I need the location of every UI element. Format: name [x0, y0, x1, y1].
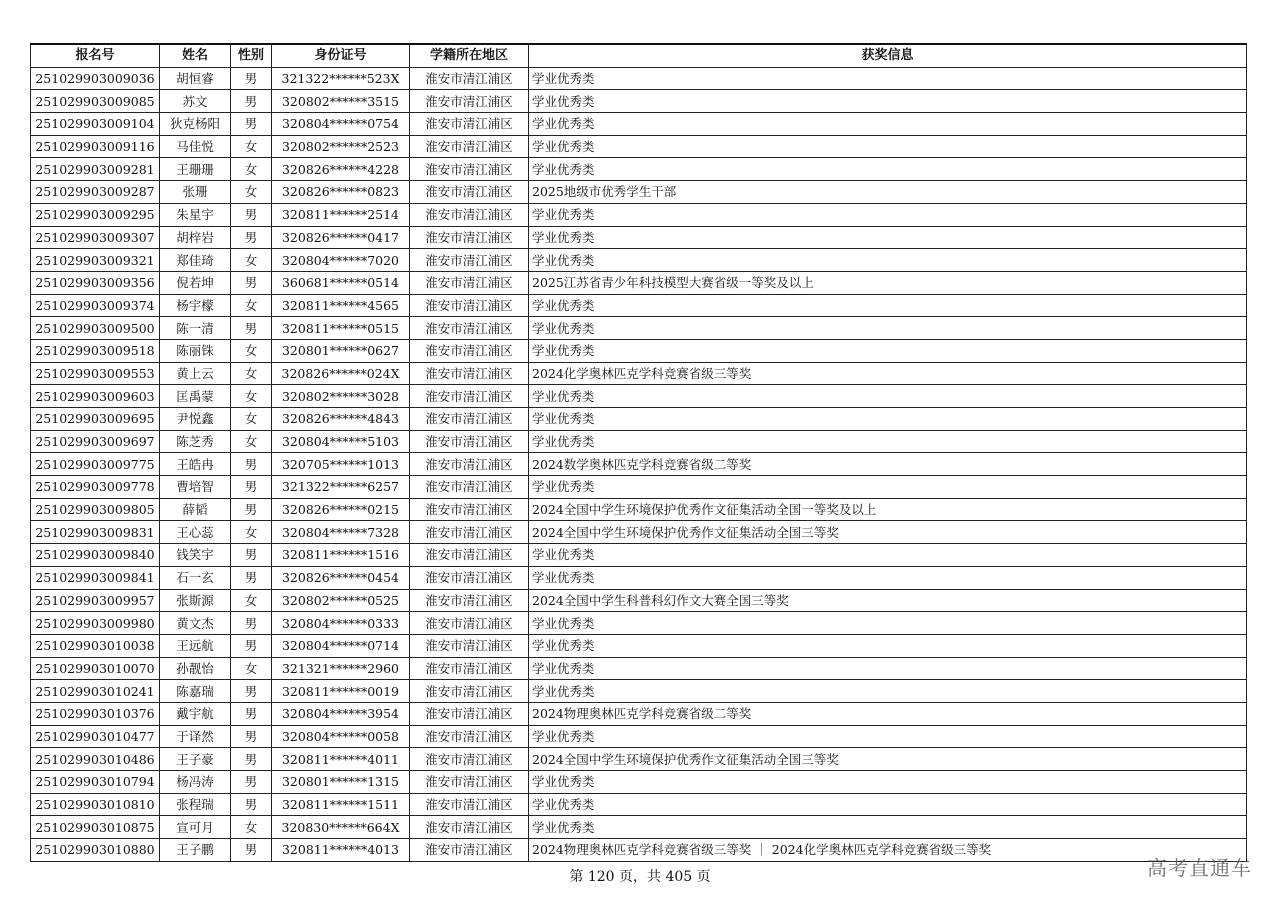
region-cell: 淮安市清江浦区 — [410, 67, 529, 90]
region-cell: 淮安市清江浦区 — [410, 544, 529, 567]
name-cell: 王皓冉 — [160, 453, 231, 476]
award-cell: 2024物理奥林匹克学科竞赛省级二等奖 — [529, 702, 1247, 725]
gender-cell: 女 — [231, 135, 272, 158]
id-number-cell: 320830******664X — [272, 816, 410, 839]
award-cell: 2024全国中学生环境保护优秀作文征集活动全国三等奖 — [529, 748, 1247, 771]
award-cell: 学业优秀类 — [529, 430, 1247, 453]
award-cell: 学业优秀类 — [529, 249, 1247, 272]
award-cell: 学业优秀类 — [529, 408, 1247, 431]
name-cell: 狄克杨阳 — [160, 113, 231, 136]
region-cell: 淮安市清江浦区 — [410, 271, 529, 294]
name-cell: 陈芝秀 — [160, 430, 231, 453]
registration-number-cell: 251029903009085 — [31, 90, 160, 113]
page-number: 第 120 页，共 405 页 — [569, 869, 711, 885]
table-row — [31, 249, 1247, 272]
table-row — [31, 748, 1247, 771]
gender-cell: 男 — [231, 453, 272, 476]
registration-number-cell: 251029903010477 — [31, 725, 160, 748]
region-cell: 淮安市清江浦区 — [410, 680, 529, 703]
award-cell: 学业优秀类 — [529, 544, 1247, 567]
header-registration-number: 报名号 — [31, 44, 160, 67]
name-cell: 郑佳琦 — [160, 249, 231, 272]
table-row — [31, 362, 1247, 385]
gender-cell: 女 — [231, 249, 272, 272]
header-award-info: 获奖信息 — [529, 44, 1247, 67]
id-number-cell: 320804******0058 — [272, 725, 410, 748]
award-cell: 2024物理奥林匹克学科竞赛省级三等奖 ｜ 2024化学奥林匹克学科竞赛省级三等奖 — [529, 839, 1247, 862]
table-row — [31, 589, 1247, 612]
registration-number-cell: 251029903009831 — [31, 521, 160, 544]
name-cell: 黄上云 — [160, 362, 231, 385]
award-cell: 学业优秀类 — [529, 226, 1247, 249]
table-row — [31, 498, 1247, 521]
gender-cell: 女 — [231, 339, 272, 362]
registration-number-cell: 251029903009840 — [31, 544, 160, 567]
id-number-cell: 320826******0454 — [272, 566, 410, 589]
award-cell: 学业优秀类 — [529, 203, 1247, 226]
name-cell: 苏文 — [160, 90, 231, 113]
registration-number-cell: 251029903009518 — [31, 339, 160, 362]
gender-cell: 男 — [231, 839, 272, 862]
header-gender: 性别 — [231, 44, 272, 67]
gender-cell: 女 — [231, 294, 272, 317]
region-cell: 淮安市清江浦区 — [410, 226, 529, 249]
registration-number-cell: 251029903009500 — [31, 317, 160, 340]
gender-cell: 女 — [231, 362, 272, 385]
registration-number-cell: 251029903010376 — [31, 702, 160, 725]
region-cell: 淮安市清江浦区 — [410, 566, 529, 589]
region-cell: 淮安市清江浦区 — [410, 113, 529, 136]
table-row — [31, 226, 1247, 249]
registration-number-cell: 251029903009805 — [31, 498, 160, 521]
table-row — [31, 816, 1247, 839]
gender-cell: 男 — [231, 271, 272, 294]
id-number-cell: 320804******5103 — [272, 430, 410, 453]
registration-number-cell: 251029903009778 — [31, 476, 160, 499]
region-cell: 淮安市清江浦区 — [410, 839, 529, 862]
table-row — [31, 408, 1247, 431]
region-cell: 淮安市清江浦区 — [410, 362, 529, 385]
gender-cell: 女 — [231, 408, 272, 431]
award-cell: 2024化学奥林匹克学科竞赛省级三等奖 — [529, 362, 1247, 385]
table-row — [31, 453, 1247, 476]
id-number-cell: 320826******4228 — [272, 158, 410, 181]
id-number-cell: 320811******4011 — [272, 748, 410, 771]
table-row — [31, 113, 1247, 136]
award-cell: 学业优秀类 — [529, 725, 1247, 748]
name-cell: 陈丽铢 — [160, 339, 231, 362]
id-number-cell: 320705******1013 — [272, 453, 410, 476]
gender-cell: 男 — [231, 702, 272, 725]
registration-number-cell: 251029903009307 — [31, 226, 160, 249]
header-school-region: 学籍所在地区 — [410, 44, 529, 67]
id-number-cell: 320802******3515 — [272, 90, 410, 113]
award-cell: 2024全国中学生环境保护优秀作文征集活动全国三等奖 — [529, 521, 1247, 544]
table-row — [31, 771, 1247, 794]
registration-number-cell: 251029903010486 — [31, 748, 160, 771]
region-cell: 淮安市清江浦区 — [410, 90, 529, 113]
name-cell: 杨冯涛 — [160, 771, 231, 794]
registration-number-cell: 251029903010070 — [31, 657, 160, 680]
table-row — [31, 158, 1247, 181]
id-number-cell: 320826******0417 — [272, 226, 410, 249]
table-row — [31, 476, 1247, 499]
registration-number-cell: 251029903009321 — [31, 249, 160, 272]
registration-number-cell: 251029903009553 — [31, 362, 160, 385]
registration-number-cell: 251029903009980 — [31, 612, 160, 635]
id-number-cell: 320811******1511 — [272, 793, 410, 816]
region-cell: 淮安市清江浦区 — [410, 771, 529, 794]
region-cell: 淮安市清江浦区 — [410, 249, 529, 272]
gender-cell: 男 — [231, 226, 272, 249]
id-number-cell: 320802******3028 — [272, 385, 410, 408]
name-cell: 朱星宇 — [160, 203, 231, 226]
id-number-cell: 320811******4565 — [272, 294, 410, 317]
gender-cell: 男 — [231, 793, 272, 816]
award-cell: 2024全国中学生科普科幻作文大赛全国三等奖 — [529, 589, 1247, 612]
name-cell: 陈嘉瑞 — [160, 680, 231, 703]
name-cell: 张斯源 — [160, 589, 231, 612]
gender-cell: 男 — [231, 67, 272, 90]
id-number-cell: 320811******0515 — [272, 317, 410, 340]
award-cell: 学业优秀类 — [529, 816, 1247, 839]
registration-number-cell: 251029903009116 — [31, 135, 160, 158]
gender-cell: 男 — [231, 634, 272, 657]
id-number-cell: 320802******0525 — [272, 589, 410, 612]
id-number-cell: 320802******2523 — [272, 135, 410, 158]
award-cell: 2024全国中学生环境保护优秀作文征集活动全国一等奖及以上 — [529, 498, 1247, 521]
table-row — [31, 203, 1247, 226]
gender-cell: 女 — [231, 657, 272, 680]
name-cell: 王子鹏 — [160, 839, 231, 862]
gender-cell: 男 — [231, 203, 272, 226]
table-row — [31, 294, 1247, 317]
award-cell: 2024数学奥林匹克学科竞赛省级二等奖 — [529, 453, 1247, 476]
registration-number-cell: 251029903009356 — [31, 271, 160, 294]
table-row — [31, 793, 1247, 816]
table-row — [31, 544, 1247, 567]
region-cell: 淮安市清江浦区 — [410, 453, 529, 476]
award-cell: 学业优秀类 — [529, 90, 1247, 113]
region-cell: 淮安市清江浦区 — [410, 748, 529, 771]
gender-cell: 男 — [231, 544, 272, 567]
gender-cell: 男 — [231, 748, 272, 771]
registration-number-cell: 251029903009697 — [31, 430, 160, 453]
gender-cell: 男 — [231, 476, 272, 499]
gender-cell: 男 — [231, 566, 272, 589]
table-row — [31, 90, 1247, 113]
name-cell: 于译然 — [160, 725, 231, 748]
id-number-cell: 320811******1516 — [272, 544, 410, 567]
gender-cell: 男 — [231, 612, 272, 635]
id-number-cell: 320811******2514 — [272, 203, 410, 226]
award-cell: 学业优秀类 — [529, 793, 1247, 816]
name-cell: 黄文杰 — [160, 612, 231, 635]
name-cell: 钱笑宇 — [160, 544, 231, 567]
award-cell: 学业优秀类 — [529, 612, 1247, 635]
gender-cell: 女 — [231, 589, 272, 612]
name-cell: 张程瑞 — [160, 793, 231, 816]
award-cell: 学业优秀类 — [529, 657, 1247, 680]
registration-number-cell: 251029903010875 — [31, 816, 160, 839]
award-cell: 学业优秀类 — [529, 339, 1247, 362]
id-number-cell: 320811******0019 — [272, 680, 410, 703]
region-cell: 淮安市清江浦区 — [410, 612, 529, 635]
table-header-row — [31, 44, 1247, 67]
table-row — [31, 317, 1247, 340]
table-row — [31, 839, 1247, 862]
region-cell: 淮安市清江浦区 — [410, 430, 529, 453]
award-cell: 学业优秀类 — [529, 317, 1247, 340]
award-cell: 学业优秀类 — [529, 385, 1247, 408]
name-cell: 王心蕊 — [160, 521, 231, 544]
award-cell: 学业优秀类 — [529, 158, 1247, 181]
id-number-cell: 320826******024X — [272, 362, 410, 385]
name-cell: 曹培智 — [160, 476, 231, 499]
id-number-cell: 320804******7328 — [272, 521, 410, 544]
registration-number-cell: 251029903010038 — [31, 634, 160, 657]
table-row — [31, 680, 1247, 703]
region-cell: 淮安市清江浦区 — [410, 339, 529, 362]
gender-cell: 女 — [231, 181, 272, 204]
name-cell: 王珊珊 — [160, 158, 231, 181]
region-cell: 淮安市清江浦区 — [410, 294, 529, 317]
table-row — [31, 521, 1247, 544]
registration-number-cell: 251029903009287 — [31, 181, 160, 204]
id-number-cell: 321322******523X — [272, 67, 410, 90]
region-cell: 淮安市清江浦区 — [410, 408, 529, 431]
name-cell: 匡禹蒙 — [160, 385, 231, 408]
name-cell: 胡梓岩 — [160, 226, 231, 249]
gender-cell: 男 — [231, 725, 272, 748]
gender-cell: 男 — [231, 90, 272, 113]
table-body — [31, 67, 1247, 861]
award-cell: 学业优秀类 — [529, 135, 1247, 158]
region-cell: 淮安市清江浦区 — [410, 702, 529, 725]
region-cell: 淮安市清江浦区 — [410, 498, 529, 521]
name-cell: 石一玄 — [160, 566, 231, 589]
id-number-cell: 320804******7020 — [272, 249, 410, 272]
award-cell: 学业优秀类 — [529, 680, 1247, 703]
award-cell: 学业优秀类 — [529, 294, 1247, 317]
table-row — [31, 67, 1247, 90]
id-number-cell: 360681******0514 — [272, 271, 410, 294]
award-cell: 学业优秀类 — [529, 67, 1247, 90]
region-cell: 淮安市清江浦区 — [410, 158, 529, 181]
id-number-cell: 320804******0333 — [272, 612, 410, 635]
registration-table — [30, 43, 1247, 862]
id-number-cell: 321322******6257 — [272, 476, 410, 499]
name-cell: 杨宇檬 — [160, 294, 231, 317]
name-cell: 马佳悦 — [160, 135, 231, 158]
table-row — [31, 339, 1247, 362]
registration-number-cell: 251029903009841 — [31, 566, 160, 589]
table-row — [31, 634, 1247, 657]
region-cell: 淮安市清江浦区 — [410, 385, 529, 408]
name-cell: 王远航 — [160, 634, 231, 657]
id-number-cell: 320804******0714 — [272, 634, 410, 657]
table-row — [31, 702, 1247, 725]
table-row — [31, 430, 1247, 453]
registration-number-cell: 251029903009374 — [31, 294, 160, 317]
id-number-cell: 320804******3954 — [272, 702, 410, 725]
award-cell: 学业优秀类 — [529, 476, 1247, 499]
gender-cell: 男 — [231, 680, 272, 703]
name-cell: 戴宇航 — [160, 702, 231, 725]
region-cell: 淮安市清江浦区 — [410, 476, 529, 499]
id-number-cell: 321321******2960 — [272, 657, 410, 680]
region-cell: 淮安市清江浦区 — [410, 725, 529, 748]
gender-cell: 女 — [231, 158, 272, 181]
award-cell: 学业优秀类 — [529, 771, 1247, 794]
name-cell: 张珊 — [160, 181, 231, 204]
region-cell: 淮安市清江浦区 — [410, 317, 529, 340]
id-number-cell: 320801******1315 — [272, 771, 410, 794]
registration-number-cell: 251029903010794 — [31, 771, 160, 794]
region-cell: 淮安市清江浦区 — [410, 657, 529, 680]
id-number-cell: 320801******0627 — [272, 339, 410, 362]
table-row — [31, 725, 1247, 748]
award-cell: 学业优秀类 — [529, 566, 1247, 589]
award-cell: 2025江苏省青少年科技模型大赛省级一等奖及以上 — [529, 271, 1247, 294]
gender-cell: 女 — [231, 430, 272, 453]
id-number-cell: 320811******4013 — [272, 839, 410, 862]
gender-cell: 女 — [231, 521, 272, 544]
award-cell: 学业优秀类 — [529, 113, 1247, 136]
table-row — [31, 135, 1247, 158]
gender-cell: 男 — [231, 771, 272, 794]
region-cell: 淮安市清江浦区 — [410, 521, 529, 544]
registration-number-cell: 251029903009104 — [31, 113, 160, 136]
region-cell: 淮安市清江浦区 — [410, 816, 529, 839]
gender-cell: 男 — [231, 498, 272, 521]
gender-cell: 男 — [231, 317, 272, 340]
gender-cell: 男 — [231, 113, 272, 136]
registration-number-cell: 251029903009281 — [31, 158, 160, 181]
name-cell: 孙靓怡 — [160, 657, 231, 680]
registration-number-cell: 251029903009603 — [31, 385, 160, 408]
registration-number-cell: 251029903009695 — [31, 408, 160, 431]
award-cell: 2025地级市优秀学生干部 — [529, 181, 1247, 204]
name-cell: 薛韬 — [160, 498, 231, 521]
id-number-cell: 320826******0215 — [272, 498, 410, 521]
table-row — [31, 271, 1247, 294]
table-row — [31, 181, 1247, 204]
name-cell: 王子豪 — [160, 748, 231, 771]
header-id-number: 身份证号 — [272, 44, 410, 67]
region-cell: 淮安市清江浦区 — [410, 181, 529, 204]
region-cell: 淮安市清江浦区 — [410, 203, 529, 226]
registration-number-cell: 251029903009036 — [31, 67, 160, 90]
registration-number-cell: 251029903010810 — [31, 793, 160, 816]
gender-cell: 女 — [231, 816, 272, 839]
gender-cell: 女 — [231, 385, 272, 408]
award-cell: 学业优秀类 — [529, 634, 1247, 657]
name-cell: 胡恒睿 — [160, 67, 231, 90]
table-row — [31, 657, 1247, 680]
name-cell: 陈一清 — [160, 317, 231, 340]
name-cell: 宣可月 — [160, 816, 231, 839]
id-number-cell: 320826******0823 — [272, 181, 410, 204]
table-row — [31, 566, 1247, 589]
region-cell: 淮安市清江浦区 — [410, 135, 529, 158]
registration-number-cell: 251029903009775 — [31, 453, 160, 476]
region-cell: 淮安市清江浦区 — [410, 634, 529, 657]
registration-number-cell: 251029903010880 — [31, 839, 160, 862]
watermark: 高考直通车 — [1147, 856, 1252, 880]
region-cell: 淮安市清江浦区 — [410, 793, 529, 816]
id-number-cell: 320826******4843 — [272, 408, 410, 431]
name-cell: 尹悦鑫 — [160, 408, 231, 431]
registration-number-cell: 251029903010241 — [31, 680, 160, 703]
table-row — [31, 385, 1247, 408]
table-row — [31, 612, 1247, 635]
registration-number-cell: 251029903009957 — [31, 589, 160, 612]
header-name: 姓名 — [160, 44, 231, 67]
name-cell: 倪若坤 — [160, 271, 231, 294]
id-number-cell: 320804******0754 — [272, 113, 410, 136]
region-cell: 淮安市清江浦区 — [410, 589, 529, 612]
registration-number-cell: 251029903009295 — [31, 203, 160, 226]
